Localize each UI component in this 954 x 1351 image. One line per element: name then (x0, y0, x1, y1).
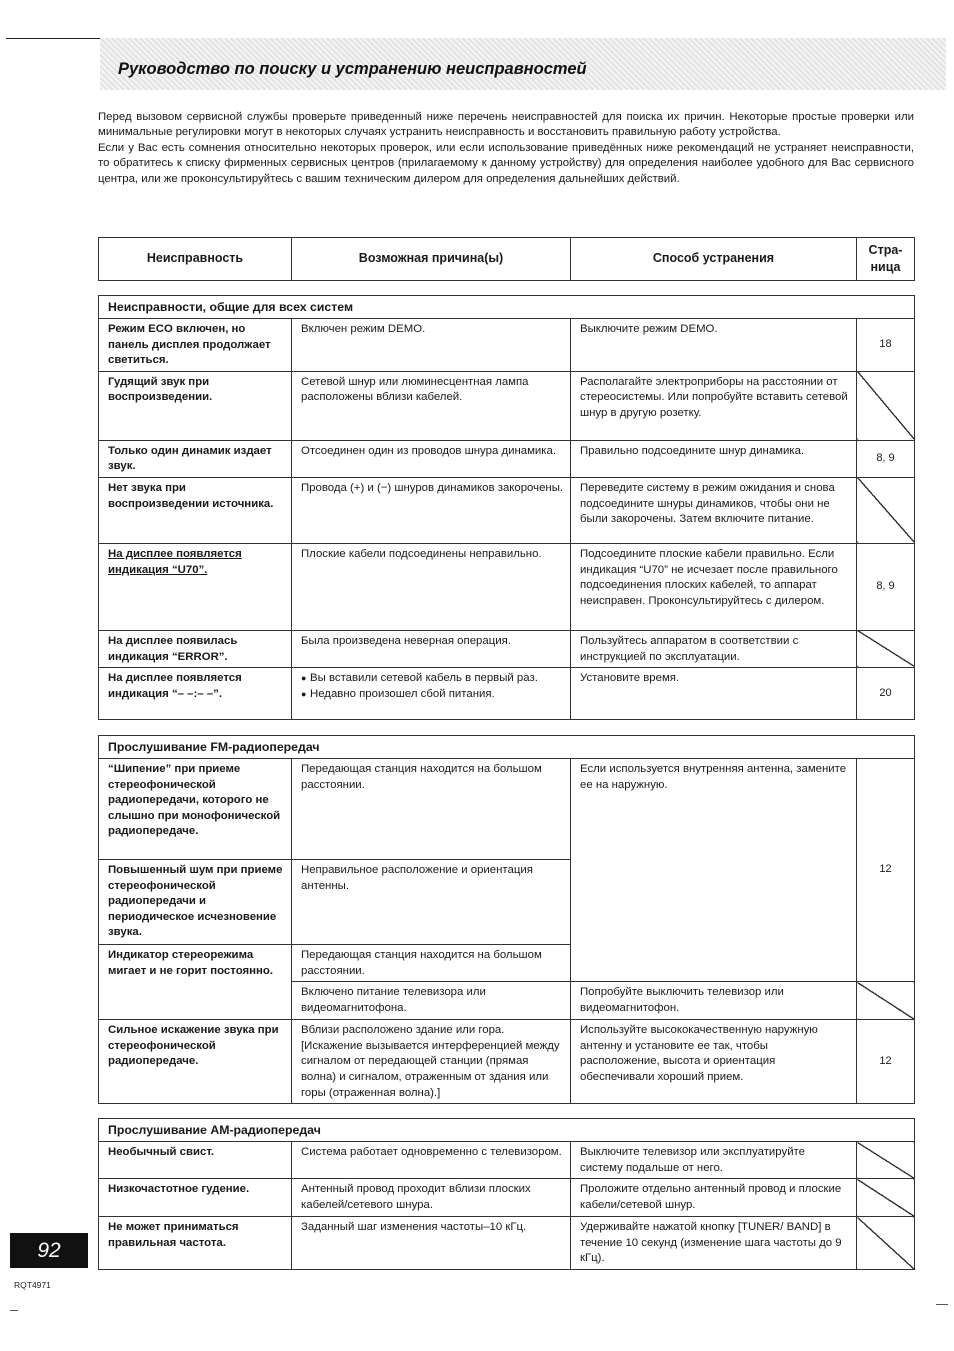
table-row (99, 371, 915, 440)
cause-cell: Антенный провод проходит вблизи плоских кабелей/сетевого шнура. (292, 1179, 571, 1217)
header-row (99, 238, 915, 281)
header-page-line2: ница (870, 260, 901, 274)
problem-cell: Необычный свист. (99, 1142, 292, 1179)
remedy-cell: Проложите отдельно антенный провод и плоские кабели/сетевой шнур. (571, 1179, 857, 1217)
cause-cell: Включен режим DEMO. (292, 319, 571, 372)
page-cell: 18 (857, 319, 915, 372)
problem-cell: Только один динамик издает звук. (99, 440, 292, 477)
section-header-general (99, 296, 915, 319)
remedy-cell: Подсоедините плоские кабели правильно. Если индикация “U70” не исчезает после правильного подсоединения плоских кабелей, то аппарат неисправен. Проконсультируйтесь с дилером. (571, 543, 857, 630)
page-cell-empty (857, 1217, 915, 1270)
page-cell: 8, 9 (857, 543, 915, 630)
remedy-cell: Используйте высококачественную наружную антенну и установите ее так, чтобы расположение, высота и ориентация обеспечивали хороший прием. (571, 1020, 857, 1104)
am-table (98, 1118, 915, 1270)
page-number-badge: 92 (10, 1233, 88, 1268)
problem-cell: Нет звука при воспроизведении источника. (99, 477, 292, 543)
table-row (99, 1179, 915, 1217)
cause-bullet: ● Вы вставили сетевой кабель в первый раз. (301, 671, 564, 687)
table-row (99, 630, 915, 667)
problem-cell: На дисплее появляется индикация “U70”. (99, 543, 292, 630)
problem-cell: Гудящий звук при воспроизведении. (99, 371, 292, 440)
page-cell-empty (857, 1179, 915, 1217)
problem-cell: Индикатор стереорежима мигает и не горит постоянно. (99, 945, 292, 1020)
table-row (99, 668, 915, 720)
problem-cell: Повышенный шум при приеме стереофонической радиопередачи и периодическое исчезновение звука. (99, 860, 292, 945)
remedy-cell: Пользуйтесь аппаратом в соответствии с инструкцией по эксплуатации. (571, 630, 857, 667)
header-remedy: Способ устранения (571, 238, 857, 281)
cause-cell: Провода (+) и (−) шнуров динамиков закорочены. (292, 477, 571, 543)
top-rule (6, 38, 110, 39)
crop-mark-right (936, 1304, 948, 1305)
problem-cell: Низкочастотное гудение. (99, 1179, 292, 1217)
header-cause: Возможная причина(ы) (292, 238, 571, 281)
remedy-cell: Выключите телевизор или эксплуатируйте систему подальше от него. (571, 1142, 857, 1179)
table-row (99, 1020, 915, 1104)
remedy-cell: Установите время. (571, 668, 857, 720)
page-title: Руководство по поиску и устранению неисправностей (118, 60, 587, 78)
page-cell-empty (857, 982, 915, 1020)
page-cell: 8, 9 (857, 440, 915, 477)
table-row (99, 477, 915, 543)
cause-cell: Включено питание телевизора или видеомагнитофона. (292, 982, 571, 1020)
fm-table (98, 735, 915, 1104)
table-row (99, 543, 915, 630)
page-cell-empty (857, 371, 915, 440)
header-problem: Неисправность (99, 238, 292, 281)
intro-paragraph-1: Перед вызовом сервисной службы проверьте приведенный ниже перечень неисправностей для поиска их причин. Некоторые простые проверки или минимальные регулировки могут в некоторых случаях устранить неисправность и восстановить правильную работу устройства. (98, 111, 914, 139)
cause-bullet: ● Недавно произошел сбой питания. (301, 687, 564, 703)
problem-cell: Сильное искажение звука при стереофонической радиопередаче. (99, 1020, 292, 1104)
cause-cell: Неправильное расположение и ориентация антенны. (292, 860, 571, 945)
problem-cell: На дисплее появляется индикация “– –:– –”. (99, 668, 292, 720)
crop-mark-left (10, 1310, 18, 1311)
cause-cell: Вблизи расположено здание или гора. [Искажение вызывается интерференцией между сигналом от передающей станции (прямая волна) и сигналом, отраженным от здания или горы (отраженная волна).] (292, 1020, 571, 1104)
header-page-line1: Стра- (868, 243, 903, 257)
problem-cell: На дисплее появилась индикация “ERROR”. (99, 630, 292, 667)
general-table (98, 295, 915, 720)
table-row (99, 1217, 915, 1270)
remedy-cell: Попробуйте выключить телевизор или видеомагнитофон. (571, 982, 857, 1020)
remedy-cell: Если используется внутренняя антенна, замените ее на наружную. (571, 759, 857, 982)
section-title-fm: Прослушивание FM-радиопередач (99, 736, 915, 759)
page-cell: 12 (857, 1020, 915, 1104)
table-row (99, 759, 915, 860)
remedy-cell: Переведите систему в режим ожидания и снова подсоедините шнуры динамиков, чтобы они не были закорочены. Затем включите питание. (571, 477, 857, 543)
table-row (99, 319, 915, 372)
section-title-general: Неисправности, общие для всех систем (99, 296, 915, 319)
intro-paragraph-2: Если у Вас есть сомнения относительно некоторых проверок, или если использование приведённых ниже рекомендаций не устраняет неисправности, то обратитесь к списку фирменных сервисных центров (прилагаемому к данному устройству) для определения наиболее удобного для Вас сервисного центра, или же проконсультируйтесь с вашим техническим дилером для определения дальнейших действий. (98, 141, 914, 185)
remedy-cell: Правильно подсоедините шнур динамика. (571, 440, 857, 477)
cause-cell: Заданный шаг изменения частоты–10 кГц. (292, 1217, 571, 1270)
section-header-am (99, 1119, 915, 1142)
table-row (99, 440, 915, 477)
problem-cell: “Шипение” при приеме стереофонической радиопередачи, которого не слышно при монофонической радиопередаче. (99, 759, 292, 860)
document-code: RQT4971 (14, 1280, 51, 1290)
section-header-fm (99, 736, 915, 759)
problem-cell: Не может приниматься правильная частота. (99, 1217, 292, 1270)
header-page (857, 238, 915, 281)
table-row (99, 1142, 915, 1179)
cause-cell: Была произведена неверная операция. (292, 630, 571, 667)
cause-cell: Система работает одновременно с телевизором. (292, 1142, 571, 1179)
problem-cell: Режим ECO включен, но панель дисплея продолжает светиться. (99, 319, 292, 372)
remedy-cell: Удерживайте нажатой кнопку [TUNER/ BAND] в течение 10 секунд (изменение шага частоты до 9 кГц). (571, 1217, 857, 1270)
page-cell-empty (857, 477, 915, 543)
cause-cell (292, 668, 571, 720)
header-table (98, 237, 915, 281)
section-title-am: Прослушивание AM-радиопередач (99, 1119, 915, 1142)
remedy-cell: Располагайте электроприборы на расстоянии от стереосистемы. Или попробуйте вставить сетевой шнур в другую розетку. (571, 371, 857, 440)
remedy-cell: Выключите режим DEMO. (571, 319, 857, 372)
page-cell-empty (857, 1142, 915, 1179)
page-cell-empty (857, 630, 915, 667)
page-cell: 12 (857, 759, 915, 982)
intro-text (98, 110, 914, 187)
page-cell: 20 (857, 668, 915, 720)
cause-cell: Сетевой шнур или люминесцентная лампа расположены вблизи кабелей. (292, 371, 571, 440)
cause-cell: Отсоединен один из проводов шнура динамика. (292, 440, 571, 477)
cause-cell: Передающая станция находится на большом расстоянии. (292, 945, 571, 982)
cause-cell: Передающая станция находится на большом расстоянии. (292, 759, 571, 860)
cause-cell: Плоские кабели подсоединены неправильно. (292, 543, 571, 630)
